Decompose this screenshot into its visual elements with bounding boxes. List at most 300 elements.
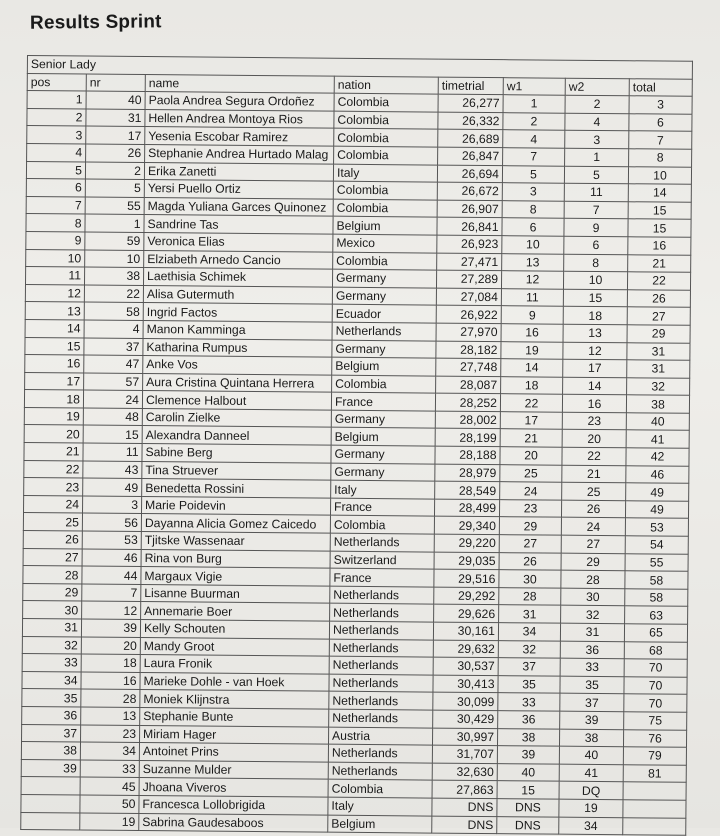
cell-pos: 18 [24,390,83,408]
col-header-nr: nr [86,74,145,92]
cell-w2: 21 [562,465,626,483]
cell-nr: 44 [82,566,141,584]
cell-w2: 18 [563,307,627,325]
cell-total: 54 [625,536,688,554]
cell-w1: 4 [503,130,565,148]
cell-w2: 40 [559,746,623,764]
cell-nr: 38 [84,267,143,285]
cell-w1: 3 [502,183,564,201]
cell-total: 55 [625,553,688,571]
cell-w2: 32 [561,606,625,624]
cell-total: 75 [624,712,687,730]
cell-timetrial: DNS [432,798,497,816]
cell-pos: 30 [23,601,82,619]
cell-name: Sandrine Tas [144,215,333,234]
cell-nation: Belgium [331,428,435,447]
cell-nation: Belgium [333,217,437,236]
cell-nation: Netherlands [329,692,433,711]
cell-w2: 25 [562,482,626,500]
cell-timetrial: 26,332 [438,112,503,130]
cell-nr: 10 [85,250,144,268]
cell-timetrial: 31,707 [432,745,497,763]
cell-name: Lisanne Buurman [141,584,330,603]
cell-w1: 7 [503,148,565,166]
cell-nr: 19 [80,813,139,831]
cell-w1: 37 [498,658,560,676]
cell-name: Marieke Dohle - van Hoek [140,672,329,691]
cell-name: Sabine Berg [142,444,331,463]
cell-name: Annemarie Boer [141,602,330,621]
cell-w2: 11 [564,183,628,201]
cell-name: Moniek Klijnstra [140,690,329,709]
cell-total: 79 [623,747,686,765]
cell-total: 6 [629,114,692,132]
cell-w1: 35 [498,675,560,693]
cell-total: 65 [624,624,687,642]
cell-pos: 8 [26,214,85,232]
cell-total: 15 [628,219,691,237]
cell-nr: 28 [81,689,140,707]
col-header-nation: nation [334,76,438,95]
cell-pos: 35 [22,689,81,707]
cell-pos: 22 [24,460,83,478]
cell-name: Laethisia Schimek [143,268,332,287]
cell-w1: 12 [501,271,563,289]
cell-nr: 1 [85,214,144,232]
cell-timetrial: 28,499 [434,499,499,517]
cell-nation: Netherlands [329,656,433,675]
cell-name: Marie Poidevin [141,496,330,515]
cell-pos [21,794,80,812]
cell-nr: 15 [83,425,142,443]
cell-total: 70 [624,677,687,695]
cell-pos: 5 [26,161,85,179]
cell-name: Francesca Lollobrigida [139,795,328,814]
cell-nation: Italy [333,164,437,183]
cell-pos: 20 [24,425,83,443]
cell-w2: 29 [561,553,625,571]
cell-nation: Germany [332,287,436,306]
cell-pos: 38 [21,742,80,760]
cell-nation: Austria [328,727,432,746]
cell-total: 53 [625,518,688,536]
cell-w1: 1 [503,95,565,113]
cell-w2: 8 [564,254,628,272]
cell-total: 8 [629,149,692,167]
cell-timetrial: 27,748 [436,358,501,376]
cell-timetrial: 29,626 [434,604,499,622]
cell-total: 58 [625,589,688,607]
cell-nation: France [330,568,434,587]
cell-name: Margaux Vigie [141,567,330,586]
cell-nation: Colombia [330,516,434,535]
cell-w1: 8 [502,200,564,218]
cell-name: Veronica Elias [144,232,333,251]
cell-w1: 19 [501,341,563,359]
cell-nr: 18 [81,654,140,672]
cell-pos: 4 [27,143,86,161]
cell-w2: 31 [560,623,624,641]
page-title: Results Sprint [29,11,162,34]
cell-pos: 9 [26,231,85,249]
cell-nr: 37 [84,338,143,356]
cell-w1: DNS [497,799,559,817]
cell-name: Clemence Halbout [142,391,331,410]
cell-pos: 23 [24,478,83,496]
cell-w1: 25 [500,464,562,482]
cell-w2: 14 [563,377,627,395]
cell-nr: 26 [86,144,145,162]
cell-w1: DNS [497,816,559,834]
cell-name: Tina Struever [142,461,331,480]
cell-name: Rina von Burg [141,549,330,568]
cell-total: 32 [627,377,690,395]
cell-total: 16 [628,237,691,255]
cell-pos: 28 [23,566,82,584]
cell-timetrial: 26,922 [436,305,501,323]
cell-pos: 10 [26,249,85,267]
cell-pos: 27 [23,548,82,566]
cell-w1: 14 [501,359,563,377]
cell-name: Elziabeth Arnedo Cancio [144,250,333,269]
cell-w2: 28 [561,570,625,588]
cell-name: Kelly Schouten [140,620,329,639]
cell-pos: 15 [25,337,84,355]
cell-nr: 12 [82,601,141,619]
cell-pos: 26 [23,531,82,549]
cell-pos: 24 [24,495,83,513]
cell-w2: 36 [560,641,624,659]
cell-w2: 6 [564,236,628,254]
cell-pos: 39 [21,759,80,777]
cell-pos: 31 [22,618,81,636]
cell-total: 70 [624,694,687,712]
cell-w1: 38 [497,728,559,746]
cell-timetrial: 30,429 [433,710,498,728]
cell-nr: 24 [83,390,142,408]
cell-nation: Colombia [334,129,438,148]
cell-total: 7 [629,131,692,149]
cell-w1: 23 [499,499,561,517]
cell-w2: 41 [559,764,623,782]
cell-w1: 33 [498,693,560,711]
cell-name: Ingrid Factos [143,303,332,322]
cell-total [623,782,686,800]
cell-w2: 3 [565,131,629,149]
cell-w1: 9 [501,306,563,324]
cell-nation: Belgium [332,357,436,376]
cell-total: 3 [629,96,692,114]
cell-w2: 30 [561,588,625,606]
cell-w2: 10 [563,271,627,289]
cell-w1: 13 [502,253,564,271]
cell-name: Stephanie Andrea Hurtado Malag [145,144,334,163]
cell-total: 49 [625,501,688,519]
cell-nation: Italy [331,480,435,499]
cell-nr: 22 [84,285,143,303]
cell-w1: 17 [500,412,562,430]
cell-w2: 20 [562,430,626,448]
cell-w2: 7 [564,201,628,219]
cell-nation: Ecuador [332,304,436,323]
cell-pos: 37 [22,724,81,742]
cell-nr: 55 [85,197,144,215]
cell-nr: 48 [83,408,142,426]
results-table-wrapper [20,55,692,836]
cell-timetrial: 26,689 [438,129,503,147]
cell-timetrial: 28,252 [435,393,500,411]
cell-nation: Germany [331,463,435,482]
cell-timetrial: 28,979 [435,464,500,482]
cell-timetrial: 29,035 [434,552,499,570]
cell-nation: Switzerland [330,551,434,570]
cell-total [623,817,686,835]
cell-name: Katharina Rumpus [143,338,332,357]
col-header-name: name [145,74,334,93]
cell-nation: Netherlands [330,604,434,623]
cell-timetrial: 27,970 [436,323,501,341]
cell-nr: 45 [80,777,139,795]
cell-w1: 29 [499,517,561,535]
cell-name: Dayanna Alicia Gomez Caicedo [141,514,330,533]
cell-w1: 2 [503,112,565,130]
cell-timetrial: 29,220 [434,534,499,552]
cell-timetrial: 28,549 [435,481,500,499]
cell-nr: 58 [84,302,143,320]
cell-timetrial: 30,997 [432,728,497,746]
cell-w2: 17 [563,359,627,377]
cell-timetrial: 26,923 [437,235,502,253]
cell-nr: 59 [85,232,144,250]
cell-timetrial: 26,907 [437,200,502,218]
cell-nation: Colombia [334,111,438,130]
cell-total: 10 [628,166,691,184]
cell-total: 40 [626,413,689,431]
cell-nr: 4 [84,320,143,338]
cell-w2: 12 [563,342,627,360]
cell-w2: 2 [565,95,629,113]
cell-w2: 19 [559,799,623,817]
cell-timetrial: 32,630 [432,763,497,781]
cell-pos: 33 [22,654,81,672]
cell-name: Alisa Gutermuth [143,285,332,304]
cell-pos: 3 [27,126,86,144]
cell-pos: 7 [26,196,85,214]
cell-nation: Netherlands [329,709,433,728]
cell-timetrial: 27,471 [437,253,502,271]
cell-timetrial: 28,087 [436,376,501,394]
results-table [20,55,693,836]
cell-timetrial: 29,516 [434,569,499,587]
cell-nation: Netherlands [328,744,432,763]
cell-total: 81 [623,764,686,782]
cell-name: Yesenia Escobar Ramirez [145,127,334,146]
cell-total: 29 [627,325,690,343]
cell-name: Laura Fronik [140,655,329,674]
cell-nr: 17 [86,126,145,144]
cell-total: 31 [627,360,690,378]
cell-timetrial: 26,694 [437,165,502,183]
cell-timetrial: 30,413 [433,675,498,693]
cell-nr: 53 [82,531,141,549]
cell-nation: Italy [328,797,432,816]
cell-nation: Colombia [334,93,438,112]
cell-total: 42 [626,448,689,466]
cell-timetrial: 27,084 [436,288,501,306]
col-header-pos: pos [27,73,86,91]
cell-name: Erika Zanetti [144,162,333,181]
cell-total: 46 [626,465,689,483]
cell-total: 68 [624,641,687,659]
cell-timetrial: 26,672 [437,182,502,200]
cell-pos: 32 [22,636,81,654]
cell-w1: 36 [498,711,560,729]
cell-w1: 30 [499,570,561,588]
cell-w1: 22 [500,394,562,412]
cell-total: 26 [627,289,690,307]
cell-w1: 6 [502,218,564,236]
cell-w2: 23 [562,412,626,430]
cell-w1: 15 [497,781,559,799]
cell-w2: 24 [561,518,625,536]
cell-timetrial: 27,863 [432,780,497,798]
cell-w2: 37 [560,694,624,712]
cell-w1: 26 [499,552,561,570]
cell-total: 49 [626,483,689,501]
cell-nation: Colombia [333,252,437,271]
cell-w1: 20 [500,447,562,465]
cell-name: Stephanie Bunte [140,707,329,726]
cell-total: 70 [624,659,687,677]
cell-name: Yersi Puello Ortiz [144,180,333,199]
cell-w2: 33 [560,658,624,676]
cell-pos: 1 [27,91,86,109]
cell-nation: Germany [332,340,436,359]
cell-pos: 16 [25,355,84,373]
cell-nation: Germany [332,269,436,288]
cell-nr: 50 [80,795,139,813]
cell-nr: 13 [81,707,140,725]
col-header-w2: w2 [565,78,629,96]
cell-timetrial: 29,340 [434,517,499,535]
cell-pos: 29 [23,583,82,601]
cell-w2: 39 [560,711,624,729]
cell-w2: 4 [565,113,629,131]
cell-nation: Colombia [332,375,436,394]
cell-nation: France [331,392,435,411]
cell-timetrial: DNS [432,816,497,834]
cell-nation: Colombia [334,146,438,165]
cell-nr: 46 [82,549,141,567]
cell-total: 27 [627,307,690,325]
cell-nr: 49 [83,478,142,496]
cell-name: Magda Yuliana Garces Quinonez [144,197,333,216]
cell-timetrial: 28,199 [435,429,500,447]
cell-total: 76 [623,729,686,747]
cell-name: Tjitske Wassenaar [141,532,330,551]
cell-pos: 13 [25,302,84,320]
cell-total [623,800,686,818]
cell-w1: 34 [498,623,560,641]
cell-name: Hellen Andrea Montoya Rios [145,109,334,128]
cell-timetrial: 30,099 [433,692,498,710]
cell-w2: DQ [559,782,623,800]
cell-nr: 3 [83,496,142,514]
cell-nation: Netherlands [332,322,436,341]
cell-name: Anke Vos [143,356,332,375]
cell-pos: 11 [25,267,84,285]
cell-w2: 13 [563,324,627,342]
cell-nr: 33 [80,760,139,778]
cell-nr: 7 [82,584,141,602]
cell-w1: 21 [500,429,562,447]
cell-nation: Colombia [333,199,437,218]
section-label: Senior Lady [27,56,692,79]
cell-nation: Germany [331,410,435,429]
cell-timetrial: 28,188 [435,446,500,464]
cell-nr: 20 [81,637,140,655]
cell-timetrial: 27,289 [436,270,501,288]
cell-nr: 39 [81,619,140,637]
cell-nation: Netherlands [328,762,432,781]
cell-nation: Netherlands [329,674,433,693]
cell-name: Sabrina Gaudesaboos [139,813,328,832]
cell-nation: Belgium [328,815,432,834]
cell-name: Mandy Groot [140,637,329,656]
cell-total: 38 [626,395,689,413]
cell-timetrial: 30,537 [433,657,498,675]
cell-w2: 34 [559,817,623,835]
cell-timetrial: 26,841 [437,217,502,235]
cell-name: Antoinet Prins [139,743,328,762]
cell-timetrial: 30,161 [433,622,498,640]
cell-w1: 11 [501,288,563,306]
cell-nation: Netherlands [329,639,433,658]
cell-nation: France [330,498,434,517]
cell-w2: 5 [564,166,628,184]
cell-timetrial: 28,002 [435,411,500,429]
col-header-timetrial: timetrial [438,77,503,95]
cell-name: Benedetta Rossini [142,479,331,498]
cell-w1: 32 [498,640,560,658]
cell-w2: 9 [564,219,628,237]
cell-pos: 2 [27,108,86,126]
cell-w1: 40 [497,763,559,781]
cell-name: Aura Cristina Quintana Herrera [143,373,332,392]
cell-nr: 57 [84,373,143,391]
cell-pos: 25 [23,513,82,531]
cell-name: Miriam Hager [140,725,329,744]
cell-w1: 31 [499,605,561,623]
cell-nr: 56 [82,513,141,531]
cell-total: 15 [628,202,691,220]
cell-w1: 28 [499,587,561,605]
cell-timetrial: 29,292 [434,587,499,605]
cell-w1: 5 [502,165,564,183]
cell-timetrial: 26,277 [438,94,503,112]
cell-timetrial: 26,847 [438,147,503,165]
cell-pos: 17 [25,372,84,390]
cell-nation: Colombia [328,779,432,798]
cell-nr: 5 [85,179,144,197]
cell-pos: 34 [22,671,81,689]
cell-w2: 26 [561,500,625,518]
cell-nr: 34 [80,742,139,760]
cell-pos: 19 [24,407,83,425]
results-body [21,91,692,836]
cell-w2: 35 [560,676,624,694]
cell-name: Jhoana Viveros [139,778,328,797]
